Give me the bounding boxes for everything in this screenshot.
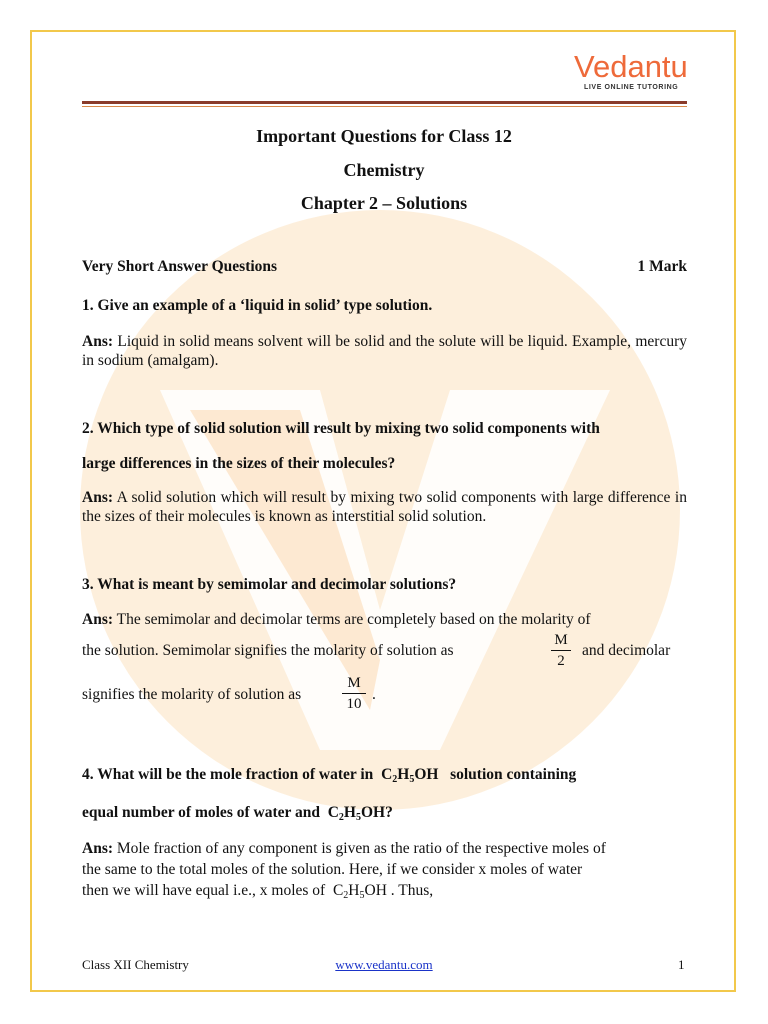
answer-4-line3 bbox=[82, 881, 687, 905]
ans-label: Ans: bbox=[82, 840, 114, 857]
footer-link-wrap bbox=[0, 957, 768, 973]
chem-ethanol: $C_2H_5OH$ bbox=[381, 766, 439, 785]
ans-label: Ans: bbox=[82, 611, 114, 628]
question-4-line2 bbox=[82, 803, 687, 828]
answer-1-text: Liquid in solid means solvent will be solid and the solute will be liquid. Example, mercury in sodium (amalgam). bbox=[82, 333, 687, 369]
fraction-m-over-2 bbox=[551, 631, 571, 670]
question-3: 3. What is meant by semimolar and decimolar solutions? bbox=[82, 576, 457, 593]
ans-label: Ans: bbox=[82, 333, 114, 350]
section-marks: 1 Mark bbox=[637, 258, 687, 275]
answer-4-line2: the same to the total moles of the solution. Here, if we consider x moles of water bbox=[82, 861, 583, 878]
header-rule-thin bbox=[82, 106, 687, 107]
fraction-m-over-10 bbox=[342, 674, 366, 713]
ans-label: Ans: bbox=[82, 489, 114, 506]
answer-4-text-3: then we will have equal i.e., x moles of bbox=[82, 882, 326, 899]
logo-wordmark: Vedantu bbox=[574, 49, 688, 84]
answer-3-line3: signifies the molarity of solution as bbox=[82, 686, 302, 703]
answer-4-line1 bbox=[82, 839, 687, 858]
vedantu-logo[interactable] bbox=[574, 50, 694, 94]
doc-subject: Chemistry bbox=[343, 160, 425, 180]
answer-4-text-4: . Thus, bbox=[390, 882, 434, 899]
fraction-bar bbox=[342, 693, 366, 694]
section-heading bbox=[82, 258, 687, 276]
answer-2 bbox=[82, 488, 687, 526]
question-4-text-1: 4. What will be the mole fraction of water in bbox=[82, 766, 374, 783]
doc-chapter: Chapter 2 – Solutions bbox=[300, 193, 468, 213]
answer-3-text-2a: the solution. Semimolar signifies the molarity of solution as bbox=[82, 642, 454, 659]
answer-3-line2-end: and decimolar bbox=[582, 642, 671, 659]
chem-ethanol: $C_2H_5OH$ bbox=[327, 804, 386, 823]
question-4-line1 bbox=[82, 765, 687, 790]
question-4-qmark: ? bbox=[385, 804, 393, 821]
answer-3-line1 bbox=[82, 610, 687, 629]
question-2-line2: large differences in the sizes of their molecules? bbox=[82, 455, 396, 472]
chem-ethanol: $C_2H_5OH$ bbox=[332, 882, 387, 901]
answer-3-text-1: The semimolar and decimolar terms are completely based on the molarity of bbox=[116, 611, 591, 628]
fraction-bar bbox=[551, 650, 571, 651]
answer-2-text: A solid solution which will result by mixing two solid components with large difference in the sizes of their molecules is known as interstitial solid solution. bbox=[82, 489, 687, 525]
footer-course: Class XII Chemistry bbox=[82, 957, 189, 972]
fraction-denominator: 2 bbox=[557, 653, 565, 669]
answer-4-text-1: Mole fraction of any component is given as the ratio of the respective moles of bbox=[116, 840, 606, 857]
logo-tagline: LIVE ONLINE TUTORING bbox=[584, 84, 679, 91]
doc-title: Important Questions for Class 12 bbox=[256, 126, 512, 146]
page-number: 1 bbox=[678, 957, 685, 972]
fraction-denominator: 10 bbox=[346, 696, 362, 712]
question-4-text-3: equal number of moles of water and bbox=[82, 804, 320, 821]
section-label: Very Short Answer Questions bbox=[82, 258, 278, 275]
answer-3-period: . bbox=[372, 686, 376, 703]
question-2-line1: 2. Which type of solid solution will result by mixing two solid components with bbox=[82, 420, 600, 437]
question-1: 1. Give an example of a ‘liquid in solid’ type solution. bbox=[82, 297, 433, 314]
question-4-text-2: solution containing bbox=[450, 766, 577, 783]
answer-1 bbox=[82, 332, 687, 370]
fraction-numerator: M bbox=[554, 632, 568, 648]
fraction-numerator: M bbox=[347, 675, 361, 691]
footer-website-link[interactable]: www.vedantu.com bbox=[335, 957, 433, 972]
header-rule bbox=[82, 101, 687, 104]
